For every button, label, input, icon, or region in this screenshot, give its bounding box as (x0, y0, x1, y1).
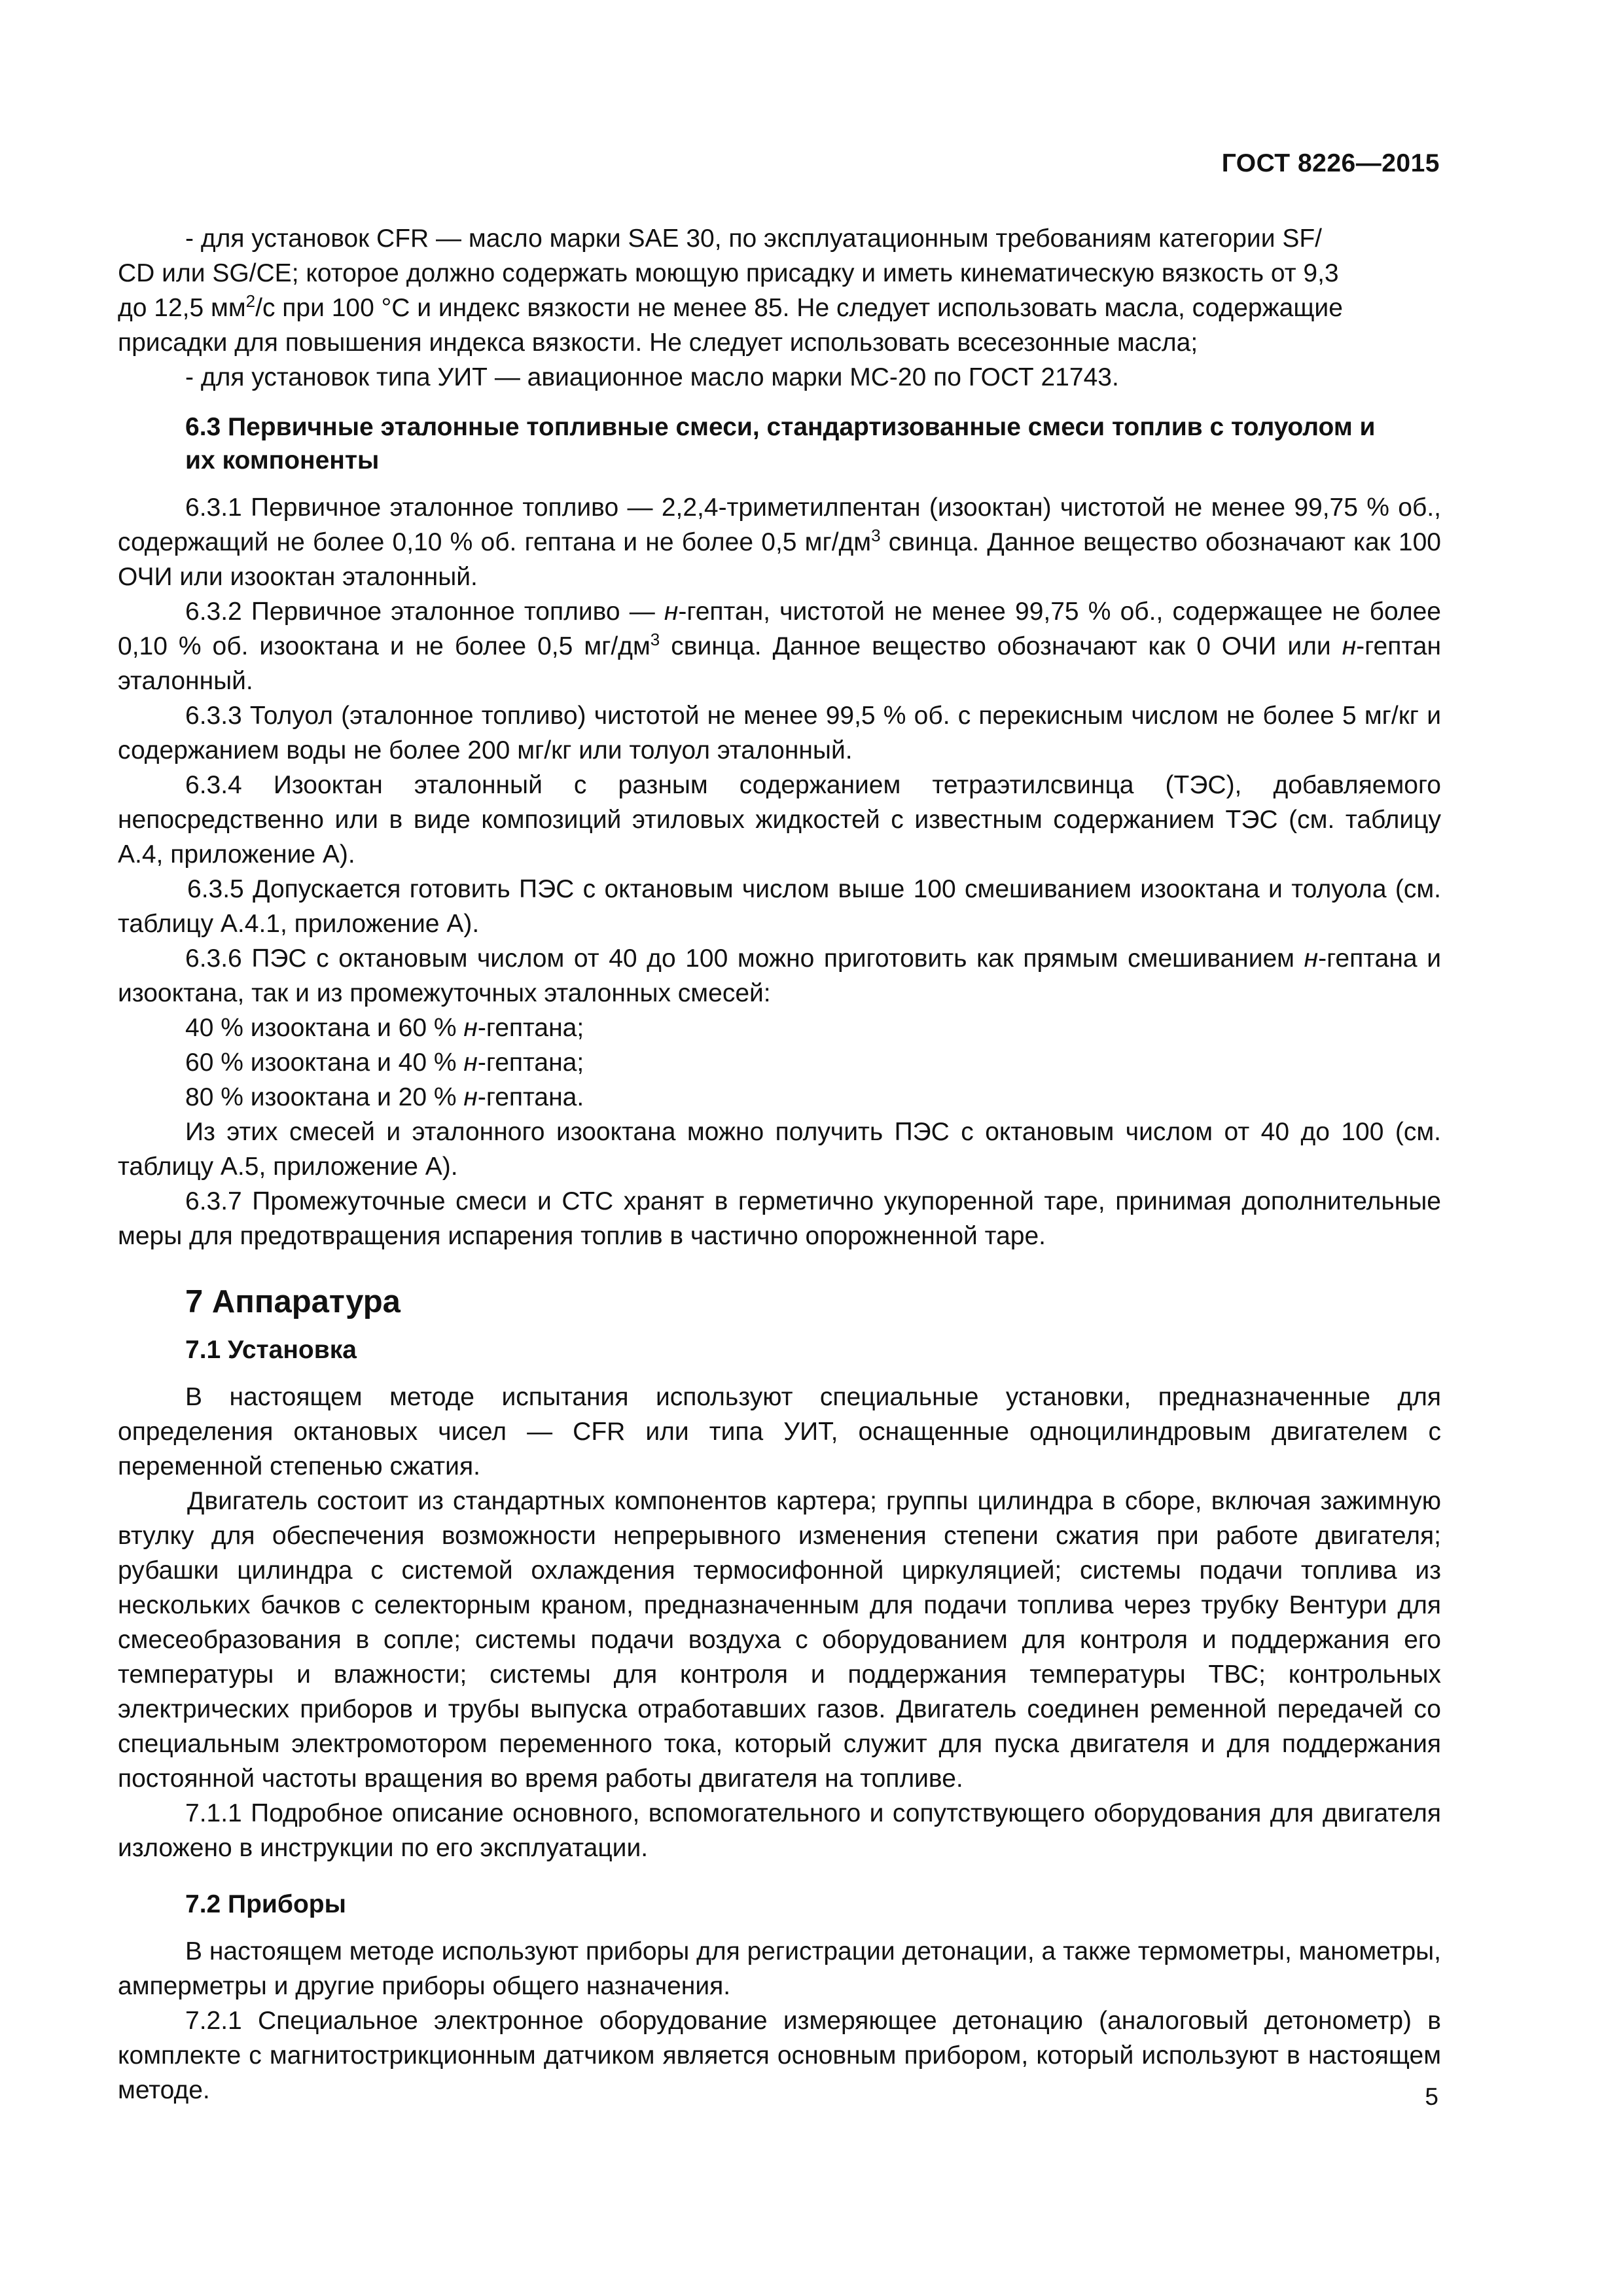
document-body (118, 221, 1441, 2108)
section-6-3-heading: 6.3 Первичные эталонные топливные смеси, стандартизованные смеси топлив с толуолом и их компоненты (185, 413, 1376, 475)
standard-number: ГОСТ 8226—2015 (1221, 149, 1440, 177)
text-run: 80 % изооктана и 20 % (185, 1083, 464, 1111)
text-run: свинца. Данное вещество обозначают как 100 ОЧИ или изооктан эталонный. (118, 528, 1441, 591)
italic-prefix: н (463, 1014, 478, 1042)
text-run: -гептана; (477, 1014, 584, 1042)
oil-cfr-line: - для установок CFR — масло марки SAE 30, по эксплуатационным требованиям категории SF/ (185, 224, 1322, 253)
italic-prefix: н (1304, 944, 1319, 973)
superscript: 3 (650, 630, 660, 649)
para-6-3-3: 6.3.3 Толуол (эталонное топливо) чистотой не менее 99,5 % об. с перекисным числом не более 5 мг/кг и содержанием воды не более 200 мг/кг или толуол эталонный. (118, 702, 1441, 764)
para-7-1-1: 7.1.1 Подробное описание основного, вспомогательного и сопутствующего оборудования для двигателя изложено в инструкции по его эксплуатации. (118, 1799, 1441, 1862)
page-number: 5 (1425, 2083, 1438, 2110)
section-7-heading: 7 Аппаратура (185, 1284, 401, 1319)
oil-cfr-line: CD или SG/CE; которое должно содержать моющую присадку и иметь кинематическую вязкость от 9,3 (118, 259, 1339, 287)
para-6-3-6 (118, 941, 1441, 1011)
italic-prefix: н (463, 1049, 478, 1077)
text-run: 6.3.2 Первичное эталонное топливо — (185, 598, 664, 626)
section-7-1-heading: 7.1 Установка (185, 1336, 357, 1364)
para-7-2-1: 7.2.1 Специальное электронное оборудование измеряющее детонацию (аналоговый детонометр) в комплекте с магнитострикционным датчиком является основным прибором, который используют в настоящем методе. (118, 2007, 1441, 2104)
text-run: свинца. Данное вещество обозначают как 0 ОЧИ или (660, 632, 1342, 660)
text-run: 6.3.6 ПЭС с октановым числом от 40 до 100 можно приготовить как прямым смешиванием (185, 944, 1304, 973)
oil-cfr-line: до 12,5 мм (118, 294, 246, 322)
oil-cfr-line: /с при 100 °С и индекс вязкости не менее 85. Не следует использовать масла, содержащие (255, 294, 1343, 322)
text-run: -гептана. (477, 1083, 584, 1111)
para-6-3-4: 6.3.4 Изооктан эталонный с разным содержанием тетраэтилсвинца (ТЭС), добавляемого непосредственно или в виде композиций этиловых жидкостей с известным содержанием ТЭС (см. таблицу А.4, приложение А). (118, 771, 1441, 869)
italic-prefix: н (1342, 632, 1357, 660)
italic-prefix: н (664, 598, 679, 626)
text-run: 60 % изооктана и 40 % (185, 1049, 464, 1077)
text-run: -гептана и изооктана, так и из промежуточных эталонных смесей: (118, 944, 1441, 1007)
superscript: 3 (871, 526, 881, 545)
text-run: -гептан, чистотой не менее 99,75 % об., содержащее не более 0,10 % об. изооктана и не более 0,5 мг/дм (118, 598, 1441, 660)
text-run: -гептан эталонный. (118, 632, 1441, 695)
section-7-2-heading: 7.2 Приборы (185, 1890, 346, 1918)
para-6-3-2 (118, 594, 1441, 698)
oil-uit-paragraph: - для установок типа УИТ — авиационное масло марки МС-20 по ГОСТ 21743. (185, 363, 1119, 391)
para-6-3-7: 6.3.7 Промежуточные смеси и СТС хранят в герметично укупоренной таре, принимая дополнительные меры для предотвращения испарения топлив в частично опорожненной таре. (118, 1187, 1441, 1250)
italic-prefix: н (463, 1083, 478, 1111)
oil-cfr-line: присадки для повышения индекса вязкости. Не следует использовать всесезонные масла; (118, 329, 1198, 357)
para-7-1-engine: Двигатель состоит из стандартных компонентов картера; группы цилиндра в сборе, включая зажимную втулку для обеспечения возможности непрерывного изменения степени сжатия при работе двигателя; рубашки цилиндра с системой охлаждения термосифонной циркуляцией; системы подачи топлива из нескольких бачков с селекторным краном, предназначенным для подачи топлива через трубку Вентури для смесеобразования в сопле; системы подачи воздуха с оборудованием для контроля и поддержания его температуры и влажности; системы для контроля и поддержания температуры ТВС; контрольных электрических приборов и трубы выпуска отработавших газов. Двигатель соединен ременной передачей со специальным электромотором переменного тока, который служит для пуска двигателя и для поддержания постоянной частоты вращения во время работы двигателя на топливе. (118, 1487, 1441, 1793)
superscript: 2 (245, 291, 256, 311)
text-run: 40 % изооктана и 60 % (185, 1014, 464, 1042)
mix-item (118, 1011, 1441, 1045)
mix-item (118, 1045, 1441, 1080)
text-run: -гептана; (477, 1049, 584, 1077)
mix-item (118, 1080, 1441, 1115)
para-6-3-5: 6.3.5 Допускается готовить ПЭС с октановым числом выше 100 смешиванием изооктана и толуола (см. таблицу А.4.1, приложение А). (118, 875, 1441, 938)
para-7-2-intro: В настоящем методе используют приборы для регистрации детонации, а также термометры, манометры, амперметры и другие приборы общего назначения. (118, 1937, 1441, 2000)
text-run: 6.3.1 Первичное эталонное топливо — 2,2,4-триметилпентан (изооктан) чистотой не менее 99,75 % об., содержащий не более 0,10 % об. гептана и не более 0,5 мг/дм (118, 493, 1441, 556)
para-6-3-6-tail: Из этих смесей и эталонного изооктана можно получить ПЭС с октановым числом от 40 до 100 (см. таблицу А.5, приложение А). (118, 1118, 1441, 1181)
para-7-1-intro: В настоящем методе испытания используют специальные установки, предназначенные для определения октановых чисел — CFR или типа УИТ, оснащенные одноцилиндровым двигателем с переменной степенью сжатия. (118, 1383, 1441, 1480)
para-6-3-1 (118, 490, 1441, 594)
oil-cfr-paragraph (118, 221, 1441, 360)
